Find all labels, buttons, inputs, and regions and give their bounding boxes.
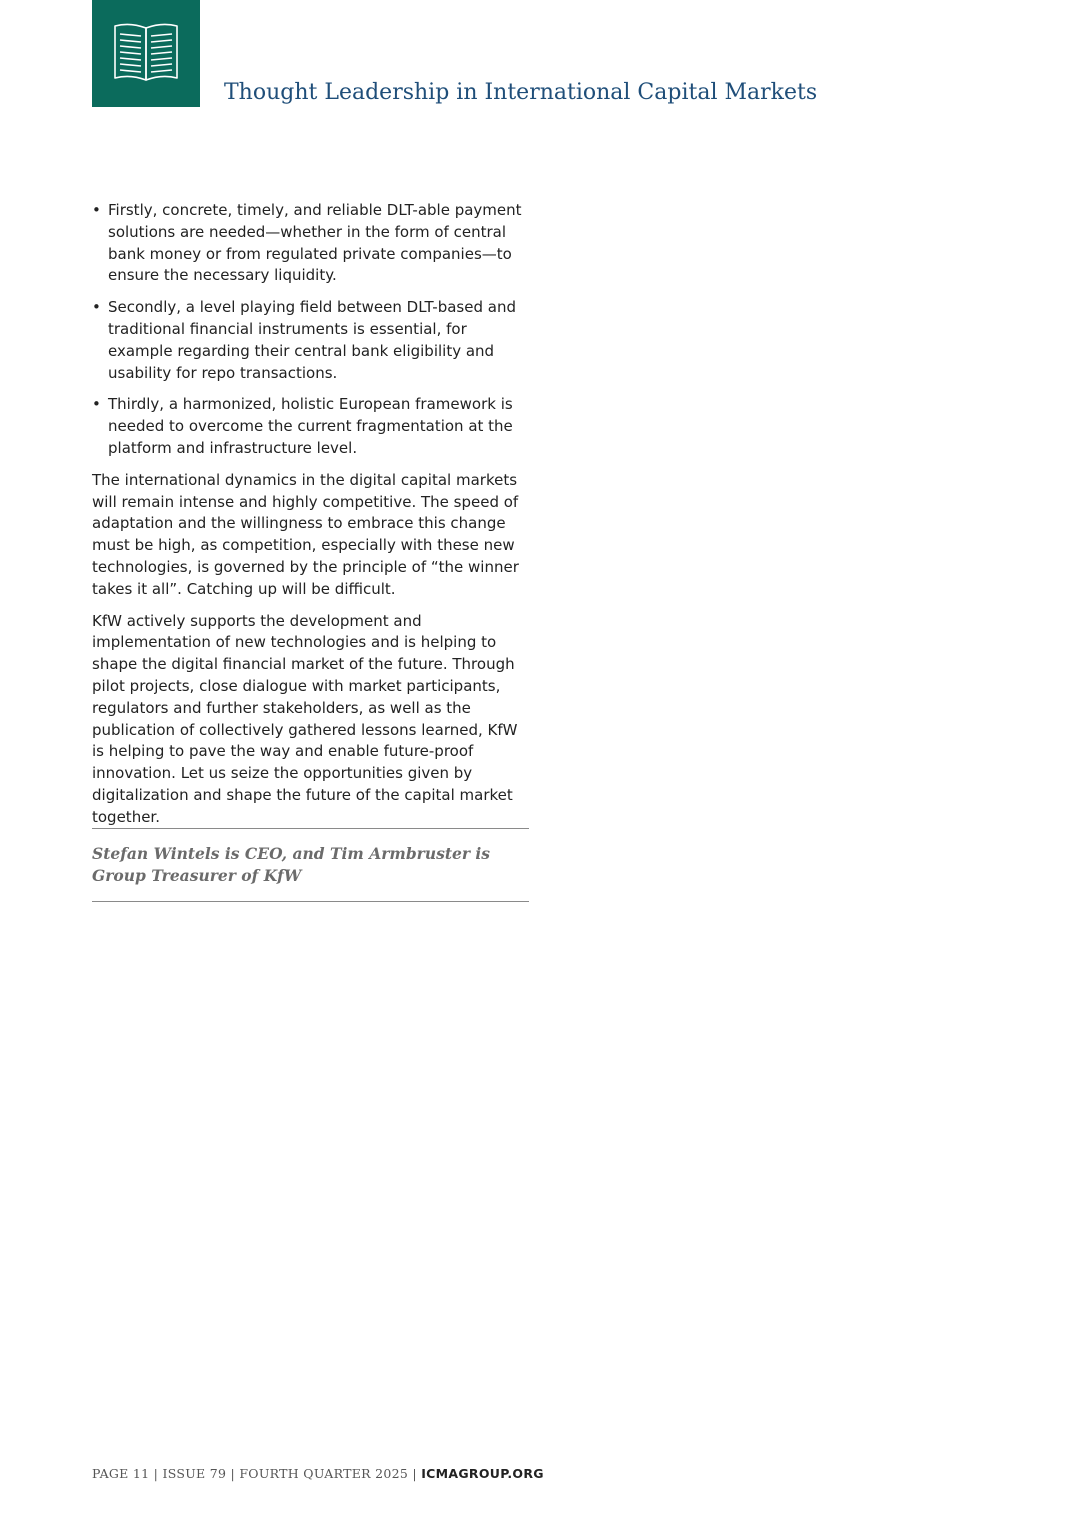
- footer-site-link[interactable]: ICMAGROUP.ORG: [421, 1466, 544, 1481]
- list-item: [92, 200, 530, 287]
- footer-separator: |: [226, 1466, 240, 1481]
- bullet-icon: •: [92, 201, 101, 219]
- logo: [92, 0, 200, 107]
- article-body: [92, 200, 530, 839]
- open-book-icon: [112, 20, 180, 84]
- bullet-text: Firstly, concrete, timely, and reliable DLT-able payment solutions are needed—whether in the form of central bank money or from regulated private companies—to ensure the necessary liquidity.: [108, 201, 522, 285]
- section-title: Thought Leadership in International Capital Markets: [224, 80, 818, 105]
- bullet-text: Secondly, a level playing field between DLT-based and traditional financial instruments is essential, for example regarding their central bank eligibility and usability for repo transactions.: [108, 298, 516, 382]
- bullet-text: Thirdly, a harmonized, holistic European framework is needed to overcome the current fragmentation at the platform and infrastructure level.: [108, 395, 513, 457]
- bullet-icon: •: [92, 298, 101, 317]
- list-item: [92, 394, 530, 459]
- author-byline: Stefan Wintels is CEO, and Tim Armbruster is Group Treasurer of KfW: [92, 828, 529, 902]
- bullet-list: [92, 200, 530, 460]
- footer-quarter: FOURTH QUARTER 2025: [239, 1466, 409, 1481]
- footer-page: PAGE 11: [92, 1466, 150, 1481]
- list-item: [92, 297, 530, 384]
- paragraph: KfW actively supports the development and implementation of new technologies and is helping to shape the digital financial market of the future. Through pilot projects, close dialogue with market participants, regulators and further stakeholders, as well as the publication of collectively gathered lessons learned, KfW is helping to pave the way and enable future-proof innovation. Let us seize the opportunities given by digitalization and shape the future of the capital market together.: [92, 611, 518, 826]
- footer-separator: |: [408, 1466, 422, 1481]
- footer-issue: ISSUE 79: [162, 1466, 227, 1481]
- page-footer: [92, 1466, 544, 1482]
- footer-separator: |: [149, 1466, 163, 1481]
- paragraph: The international dynamics in the digital capital markets will remain intense and highly competitive. The speed of adaptation and the willingness to embrace this change must be high, as competition, especially with these new technologies, is governed by the principle of “the winner takes it all”. Catching up will be difficult.: [92, 470, 519, 598]
- bullet-icon: •: [92, 395, 101, 414]
